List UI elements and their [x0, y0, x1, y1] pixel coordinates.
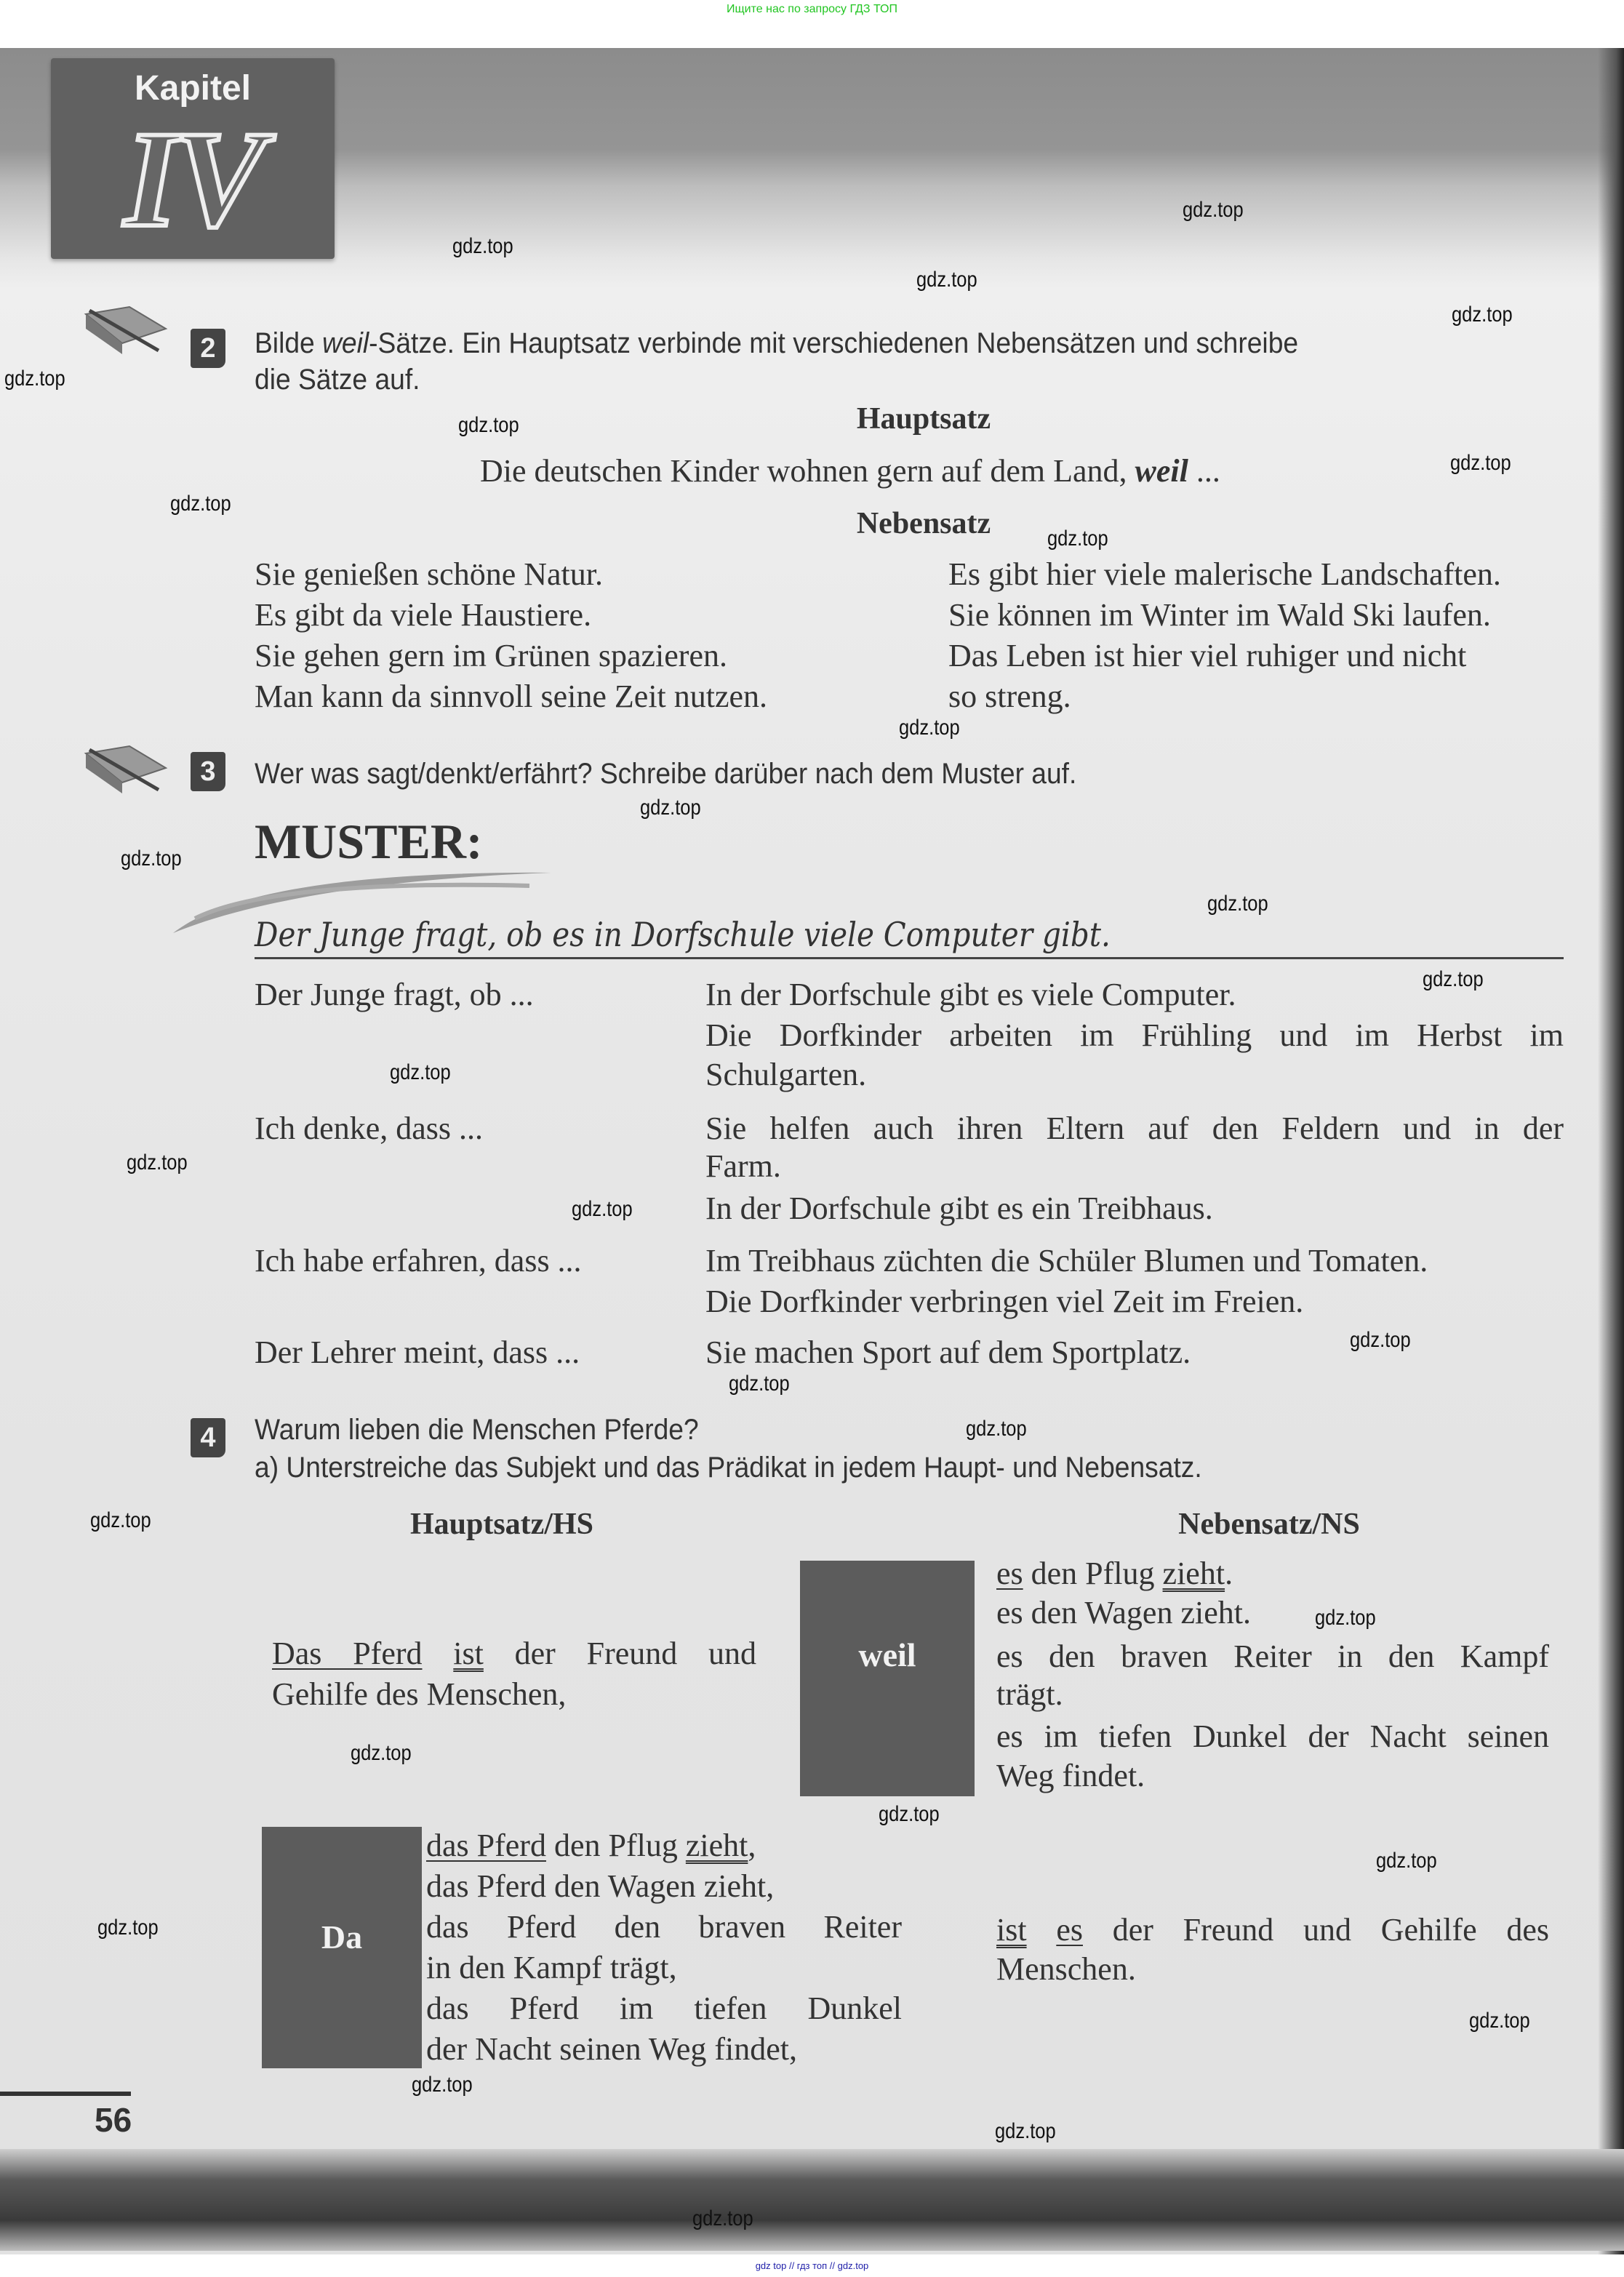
- text: ,: [748, 1828, 756, 1863]
- nebensatz-ns-heading: Nebensatz/NS: [1178, 1508, 1360, 1541]
- watermark: gdz.top: [1423, 967, 1484, 991]
- right-list-item: Das Leben ist hier viel ruhiger und nicht: [948, 638, 1467, 673]
- page-number: 56: [95, 2101, 132, 2139]
- statement: Die Dorfkinder verbringen viel Zeit im Freien.: [705, 1284, 1304, 1319]
- watermark: gdz.top: [351, 1741, 412, 1765]
- book-pen-icon: [79, 739, 173, 797]
- hauptsatz-hs-heading: Hauptsatz/HS: [409, 1508, 594, 1541]
- subject: Das Pferd: [272, 1636, 423, 1671]
- watermark: gdz.top: [1047, 527, 1108, 551]
- predicate: ist: [453, 1636, 484, 1671]
- watermark: gdz.top: [97, 1916, 159, 1940]
- statement: Sie machen Sport auf dem Sportplatz.: [705, 1334, 1191, 1370]
- exercise-4-task-a: a) Unterstreiche das Subjekt und das Prädikat in jedem Haupt- und Nebensatz.: [255, 1452, 1202, 1484]
- da-line: das Pferd den Wagen zieht,: [426, 1868, 775, 1904]
- ns-line: es im tiefen Dunkel der Nacht seinen: [996, 1718, 1549, 1754]
- watermark: gdz.top: [1376, 1849, 1437, 1873]
- book-pen-icon: [79, 300, 173, 358]
- space: [423, 1636, 454, 1671]
- exercise-number-badge: 3: [191, 752, 225, 791]
- ns-line: trägt.: [996, 1676, 1063, 1712]
- watermark: gdz.top: [4, 367, 65, 391]
- right-list-item: Es gibt hier viele malerische Landschaften.: [948, 556, 1501, 592]
- instruction-emphasis: weil: [322, 327, 369, 359]
- statement: Farm.: [705, 1148, 781, 1184]
- chapter-number: IV: [124, 103, 262, 256]
- hs-sentence-line: Gehilfe des Menschen,: [272, 1676, 567, 1712]
- watermark: gdz.top: [1183, 198, 1244, 222]
- watermark: gdz.top: [899, 716, 960, 740]
- watermark: gdz.top: [121, 847, 182, 871]
- text: der Freund und: [483, 1636, 757, 1671]
- da-line: das Pferd im tiefen Dunkel: [426, 1990, 902, 2026]
- statement: Sie helfen auch ihren Eltern auf den Feldern und in der: [705, 1111, 1564, 1146]
- weil-conjunction-box: weil: [800, 1561, 975, 1796]
- left-list-item: Sie gehen gern im Grünen spazieren.: [255, 638, 727, 673]
- predicate: ist: [996, 1912, 1027, 1948]
- exercise-2-instruction: [255, 327, 1298, 360]
- ellipsis: ...: [1188, 453, 1220, 489]
- text: den Pflug: [545, 1828, 686, 1863]
- watermark: gdz.top: [966, 1417, 1027, 1441]
- left-list-item: Es gibt da viele Haustiere.: [255, 597, 592, 633]
- muster-heading: MUSTER:: [255, 814, 483, 869]
- ns-line: es den braven Reiter in den Kampf: [996, 1638, 1549, 1674]
- watermark: gdz.top: [458, 413, 519, 437]
- instruction-text: Bilde: [255, 327, 323, 359]
- top-banner-note: Ищите нас по запросу ГДЗ ТОП: [727, 3, 897, 15]
- da-conjunction-box: Da: [262, 1827, 422, 2068]
- subject: es: [996, 1556, 1023, 1591]
- reporting-phrase: Ich denke, dass ...: [255, 1111, 484, 1146]
- statement: Im Treibhaus züchten die Schüler Blumen und Tomaten.: [705, 1243, 1428, 1278]
- left-list-item: Sie genießen schöne Natur.: [255, 556, 603, 592]
- exercise-number-badge: 4: [191, 1418, 225, 1457]
- watermark: gdz.top: [879, 1802, 940, 1826]
- ns-line: es den Wagen zieht.: [996, 1595, 1251, 1630]
- exercise-number-badge: 2: [191, 329, 225, 368]
- text: .: [1225, 1556, 1233, 1591]
- right-list-item: so streng.: [948, 679, 1071, 714]
- watermark: gdz.top: [640, 796, 701, 820]
- weil-conjunction: weil: [1135, 453, 1188, 489]
- statement: In der Dorfschule gibt es viele Computer.: [705, 977, 1236, 1012]
- reporting-phrase: Ich habe erfahren, dass ...: [255, 1243, 582, 1278]
- space: [1027, 1912, 1057, 1948]
- subject: es: [1056, 1912, 1083, 1948]
- watermark: gdz.top: [412, 2073, 473, 2097]
- reporting-phrase: Der Junge fragt, ob ...: [255, 977, 534, 1012]
- watermark: gdz.top: [90, 1508, 151, 1532]
- statement: In der Dorfschule gibt es ein Treibhaus.: [705, 1190, 1213, 1226]
- watermark: gdz.top: [1207, 892, 1268, 916]
- watermark: gdz.top: [390, 1060, 451, 1084]
- reporting-phrase: Der Lehrer meint, dass ...: [255, 1334, 580, 1370]
- bottom-footer-note: gdz top // гдз топ // gdz.top: [755, 2260, 869, 2271]
- watermark: gdz.top: [1469, 2009, 1530, 2033]
- watermark: gdz.top: [1450, 451, 1511, 475]
- hs-inverted-line: Menschen.: [996, 1951, 1136, 1987]
- chapter-label: Kapitel: [134, 69, 252, 108]
- watermark: gdz.top: [729, 1372, 790, 1396]
- watermark: gdz.top: [127, 1150, 188, 1174]
- text: der Freund und Gehilfe des: [1082, 1912, 1550, 1948]
- exercise-4-question: Warum lieben die Menschen Pferde?: [255, 1414, 699, 1446]
- bottom-decorative-band: [0, 2149, 1624, 2251]
- hs-sentence-line: [272, 1635, 756, 1672]
- sentence-text: Die deutschen Kinder wohnen gern auf dem Land,: [480, 453, 1135, 489]
- da-line: [426, 1827, 756, 1864]
- chapter-badge: [51, 58, 335, 259]
- page-binding-shadow: [1598, 48, 1624, 2254]
- da-line: in den Kampf trägt,: [426, 1950, 677, 1985]
- nebensatz-heading: Nebensatz: [856, 507, 991, 540]
- exercise-2-instruction-line2: die Sätze auf.: [255, 364, 420, 396]
- da-line: das Pferd den braven Reiter: [426, 1909, 902, 1945]
- left-list-item: Man kann da sinnvoll seine Zeit nutzen.: [255, 679, 768, 714]
- watermark: gdz.top: [995, 2119, 1056, 2143]
- watermark: gdz.top: [452, 234, 513, 258]
- watermark: gdz.top: [692, 2206, 753, 2230]
- predicate: zieht: [685, 1828, 748, 1863]
- page-number-rule: [0, 2092, 131, 2096]
- ns-line: [996, 1555, 1233, 1592]
- right-list-item: Sie können im Winter im Wald Ski laufen.: [948, 597, 1491, 633]
- muster-example-handwritten: Der Junge fragt, ob es in Dorfschule viele Computer gibt.: [255, 915, 1111, 954]
- subject: das Pferd: [426, 1828, 546, 1863]
- hauptsatz-heading: Hauptsatz: [856, 402, 991, 436]
- muster-underline: [255, 957, 1564, 959]
- statement: Die Dorfkinder arbeiten im Frühling und im Herbst im: [705, 1017, 1564, 1053]
- watermark: gdz.top: [1452, 303, 1513, 327]
- predicate: zieht: [1162, 1556, 1225, 1591]
- watermark: gdz.top: [1350, 1328, 1411, 1352]
- watermark: gdz.top: [916, 268, 977, 292]
- statement: Schulgarten.: [705, 1057, 867, 1092]
- watermark: gdz.top: [572, 1197, 633, 1221]
- hauptsatz-sentence: [480, 452, 1220, 489]
- exercise-3-instruction: Wer was sagt/denkt/erfährt? Schreibe darüber nach dem Muster auf.: [255, 758, 1077, 790]
- watermark: gdz.top: [170, 492, 231, 516]
- instruction-text: -Sätze. Ein Hauptsatz verbinde mit verschiedenen Nebensätzen und schreibe: [369, 327, 1299, 359]
- ns-line: Weg findet.: [996, 1758, 1145, 1793]
- hs-inverted-line: [996, 1911, 1549, 1948]
- da-line: der Nacht seinen Weg findet,: [426, 2031, 798, 2067]
- watermark: gdz.top: [1315, 1606, 1376, 1630]
- text: den Pflug: [1023, 1556, 1163, 1591]
